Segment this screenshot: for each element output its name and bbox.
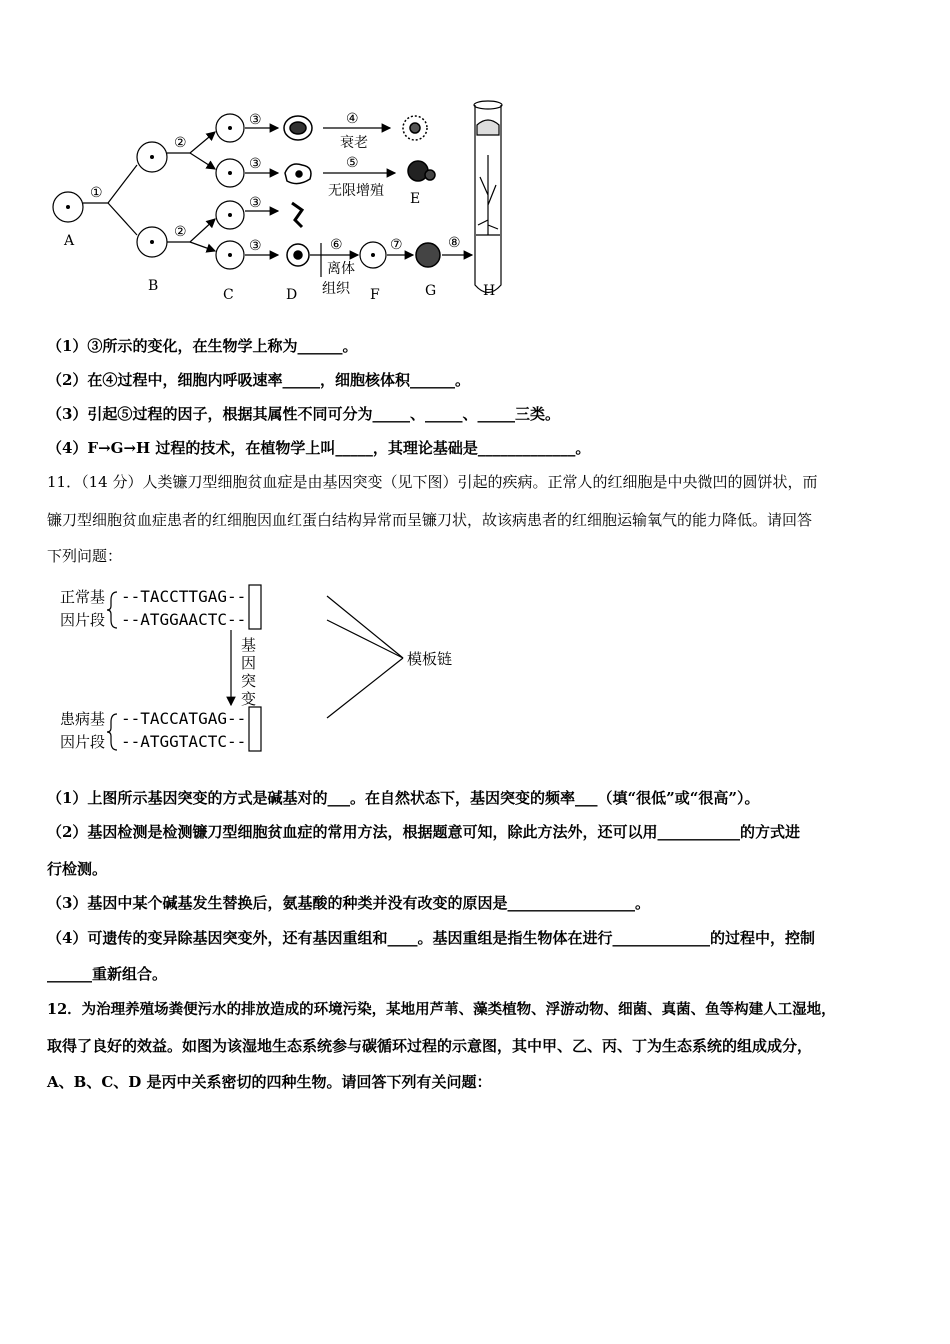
svg-text:③: ③	[249, 195, 262, 211]
svg-text:突: 突	[241, 672, 257, 690]
svg-text:③: ③	[249, 156, 262, 172]
q11-intro-line1: 11．（14 分）人类镰刀型细胞贫血症是由基因突变（见下图）引起的疾病。正常人的红细胞是中央微凹的圆饼状，而	[47, 473, 818, 491]
q11-part4-line1: （4）可遗传的变异除基因突变外，还有基因重组和____。基因重组是指生物体在进行_____________的过程中，控制	[47, 929, 815, 947]
svg-text:--ATGGTACTC--: --ATGGTACTC--	[121, 732, 247, 751]
q12-line2: 取得了良好的效益。如图为该湿地生态系统参与碳循环过程的示意图，其中甲、乙、丙、丁为生态系统的组成成分，	[47, 1037, 813, 1055]
svg-text:变: 变	[241, 690, 257, 708]
svg-text:⑥: ⑥	[330, 237, 343, 253]
svg-text:B: B	[148, 278, 159, 294]
svg-text:--TACCATGAG--: --TACCATGAG--	[121, 709, 247, 728]
q11-intro-line3: 下列问题：	[47, 547, 123, 565]
q10-part2: （2）在④过程中，细胞内呼吸速率_____，细胞核体积______。	[47, 371, 470, 389]
svg-text:因片段: 因片段	[60, 611, 106, 629]
svg-text:模板链: 模板链	[407, 650, 453, 668]
cell-process-diagram	[40, 95, 520, 310]
svg-text:患病基: 患病基	[60, 710, 106, 728]
svg-text:G: G	[425, 283, 437, 299]
svg-text:衰老: 衰老	[340, 135, 368, 151]
svg-text:组织: 组织	[322, 281, 350, 297]
q10-part4: （4）F→G→H 过程的技术，在植物学上叫_____，其理论基础是_____________。	[47, 439, 591, 457]
svg-text:②: ②	[174, 135, 187, 151]
svg-text:③: ③	[249, 238, 262, 254]
gene-mutation-diagram	[55, 580, 485, 755]
q12-line3: A、B、C、D 是丙中关系密切的四种生物。请回答下列有关问题：	[47, 1073, 492, 1091]
q11-intro-line2: 镰刀型细胞贫血症患者的红细胞因血红蛋白结构异常而呈镰刀状，故该病患者的红细胞运输氧气的能力降低。请回答	[47, 511, 813, 529]
svg-text:H: H	[483, 283, 496, 299]
svg-text:D: D	[286, 287, 298, 303]
svg-text:③: ③	[249, 112, 262, 128]
svg-text:②: ②	[174, 224, 187, 240]
svg-text:--ATGGAACTC--: --ATGGAACTC--	[121, 610, 247, 629]
q11-part4-line2: ______重新组合。	[47, 965, 168, 983]
svg-text:④: ④	[346, 111, 359, 127]
svg-text:⑦: ⑦	[390, 237, 403, 253]
svg-text:⑧: ⑧	[448, 235, 461, 251]
q11-part3: （3）基因中某个碱基发生替换后，氨基酸的种类并没有改变的原因是_________________。	[47, 894, 650, 912]
svg-text:⑤: ⑤	[346, 155, 359, 171]
svg-text:--TACCTTGAG--: --TACCTTGAG--	[121, 587, 247, 606]
svg-text:F: F	[370, 287, 380, 303]
svg-text:A: A	[64, 233, 75, 249]
svg-text:E: E	[410, 191, 421, 207]
svg-text:因: 因	[241, 654, 257, 672]
svg-text:正常基: 正常基	[60, 588, 106, 606]
svg-text:①: ①	[90, 185, 103, 201]
q10-part3: （3）引起⑤过程的因子，根据其属性不同可分为_____、_____、_____三类。	[47, 405, 560, 423]
svg-text:C: C	[223, 287, 234, 303]
svg-text:因片段: 因片段	[60, 733, 106, 751]
q12-line1: 12．为治理养殖场粪便污水的排放造成的环境污染，某地用芦苇、藻类植物、浮游动物、细菌、真菌、鱼等构建人工湿地，	[47, 1001, 836, 1018]
q11-part2-line1: （2）基因检测是检测镰刀型细胞贫血症的常用方法，根据题意可知，除此方法外，还可以用___________的方式进	[47, 823, 800, 841]
q11-part1: （1）上图所示基因突变的方式是碱基对的___。在自然状态下，基因突变的频率___（填“很低”或“很高”）。	[47, 789, 760, 807]
q11-part2-line2: 行检测。	[47, 860, 108, 878]
q10-part1: （1）③所示的变化，在生物学上称为______。	[47, 337, 358, 355]
svg-text:离体: 离体	[327, 261, 355, 277]
svg-text:无限增殖: 无限增殖	[328, 183, 384, 199]
svg-text:基: 基	[241, 636, 257, 654]
